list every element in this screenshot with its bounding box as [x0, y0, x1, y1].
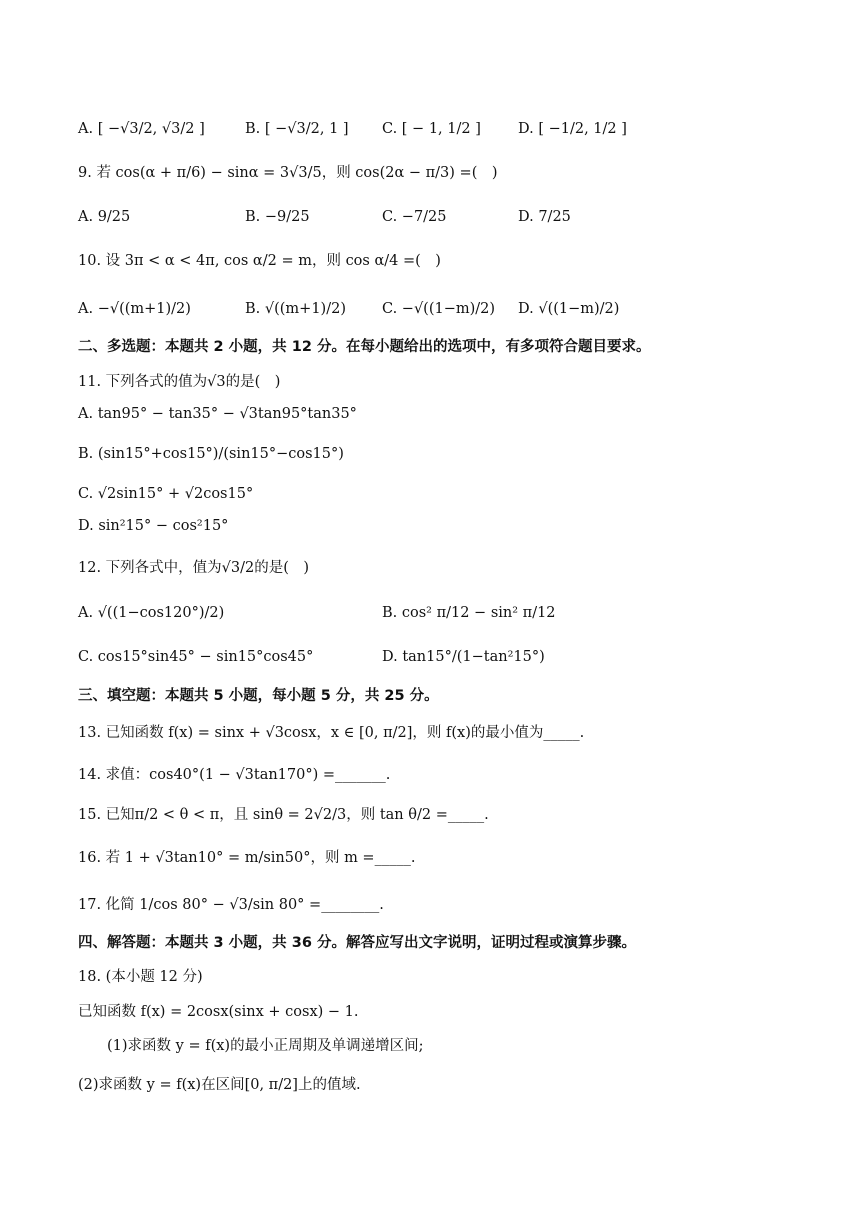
q12-option-c: C. cos15°sin45° − sin15°cos45°	[78, 649, 314, 665]
q10-stem: 10. 设 3π < α < 4π, cos α/2 = m，则 cos α/4 =( )	[78, 253, 441, 269]
q12-option-a: A. √((1−cos120°)/2)	[78, 605, 225, 621]
q18-part2: (2)求函数 y = f(x)在区间[0, π/2]上的值域.	[78, 1077, 361, 1093]
q12-option-d: D. tan15°/(1−tan²15°)	[382, 649, 545, 665]
q18-part1: (1)求函数 y = f(x)的最小正周期及单调递增区间;	[107, 1038, 424, 1054]
q11-stem: 11. 下列各式的值为√3的是( )	[78, 374, 281, 390]
q14-text: 14. 求值：cos40°(1 − √3tan170°) =_______.	[78, 767, 391, 783]
q9-stem: 9. 若 cos(α + π/6) − sinα = 3√3/5，则 cos(2α − π/3) =( )	[78, 165, 498, 181]
q10-option-b: B. √((m+1)/2)	[245, 301, 346, 317]
q9-option-c: C. −7/25	[382, 209, 447, 225]
q9-option-a: A. 9/25	[78, 209, 131, 225]
q12-option-b: B. cos² π/12 − sin² π/12	[382, 605, 556, 621]
q8-option-d: D. [ −1/2, 1/2 ]	[518, 121, 627, 137]
q13-text: 13. 已知函数 f(x) = sinx + √3cosx，x ∈ [0, π/2]，则 f(x)的最小值为_____.	[78, 725, 585, 741]
q9-option-d: D. 7/25	[518, 209, 571, 225]
q8-option-c: C. [ − 1, 1/2 ]	[382, 121, 481, 137]
q16-text: 16. 若 1 + √3tan10° = m/sin50°，则 m =_____.	[78, 850, 416, 866]
q11-option-b: B. (sin15°+cos15°)/(sin15°−cos15°)	[78, 446, 344, 462]
q8-option-b: B. [ −√3/2, 1 ]	[245, 121, 349, 137]
q15-text: 15. 已知π/2 < θ < π，且 sinθ = 2√2/3，则 tan θ/2 =_____.	[78, 807, 489, 823]
q11-option-d: D. sin²15° − cos²15°	[78, 518, 229, 534]
q9-option-b: B. −9/25	[245, 209, 310, 225]
q18-given: 已知函数 f(x) = 2cosx(sinx + cosx) − 1.	[78, 1004, 359, 1020]
q11-option-c: C. √2sin15° + √2cos15°	[78, 486, 254, 502]
q8-option-a: A. [ −√3/2, √3/2 ]	[78, 121, 205, 137]
q10-option-c: C. −√((1−m)/2)	[382, 301, 496, 317]
section-multiple-choice-heading: 二、多选题：本题共 2 小题，共 12 分。在每小题给出的选项中，有多项符合题目要求。	[78, 339, 651, 355]
q10-option-d: D. √((1−m)/2)	[518, 301, 620, 317]
q18-title: 18. (本小题 12 分)	[78, 969, 203, 985]
q10-option-a: A. −√((m+1)/2)	[78, 301, 191, 317]
q12-stem: 12. 下列各式中，值为√3/2的是( )	[78, 560, 310, 576]
section-solution-heading: 四、解答题：本题共 3 小题，共 36 分。解答应写出文字说明，证明过程或演算步骤。	[78, 935, 636, 951]
q11-option-a: A. tan95° − tan35° − √3tan95°tan35°	[78, 406, 357, 422]
q17-text: 17. 化简 1/cos 80° − √3/sin 80° =________.	[78, 897, 384, 913]
section-fill-in-heading: 三、填空题：本题共 5 小题，每小题 5 分，共 25 分。	[78, 688, 439, 704]
